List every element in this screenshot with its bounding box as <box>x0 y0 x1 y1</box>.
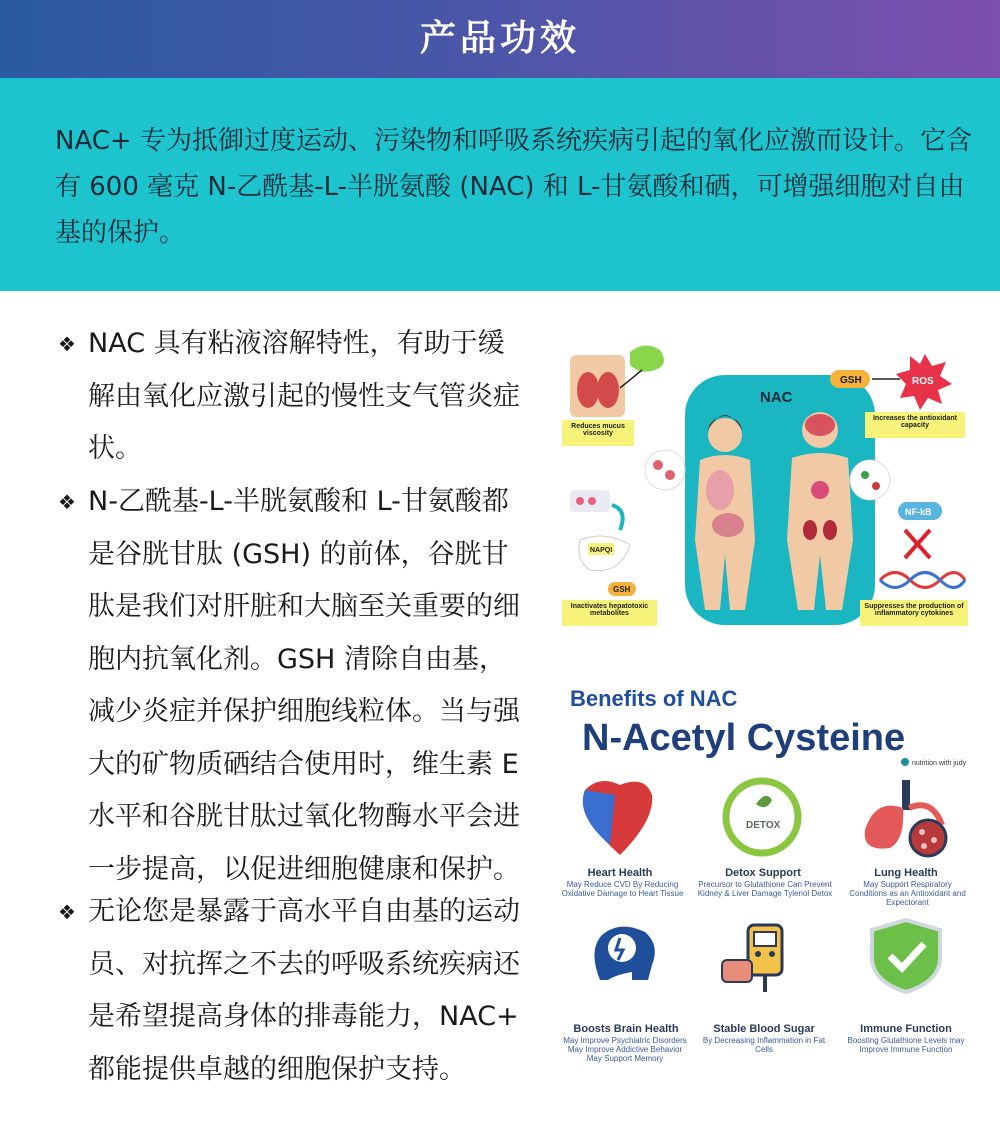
dna-icon <box>880 573 965 588</box>
heart-icon <box>583 781 652 855</box>
detox-support-desc: Precursor to Glutathione Can Prevent Kidney & Liver Damage Tylenol Detox <box>697 880 833 898</box>
inactivates-caption: Inactivates hepatotoxic metabolites <box>570 603 649 617</box>
benefits-title: N-Acetyl Cysteine <box>582 717 906 759</box>
lungs-icon <box>865 780 946 856</box>
intro-panel <box>0 78 1000 291</box>
immune-function-title: Immune Function <box>860 1023 952 1035</box>
ros-label: ROS <box>912 376 934 387</box>
detox-badge-label: DETOX <box>746 820 781 831</box>
benefits-infographic <box>560 680 970 1080</box>
detox-support-title: Detox Support <box>725 867 801 879</box>
reduces-mucus-caption: Reduces mucus viscosity <box>571 423 625 437</box>
brain-health-title: Boosts Brain Health <box>573 1023 679 1035</box>
brain-health-desc: May Improve Psychiatric Disorders May Improve Addictive Behavior May Support Memory <box>563 1036 687 1063</box>
bullet-item <box>58 476 528 896</box>
blood-sugar-title: Stable Blood Sugar <box>713 1023 815 1035</box>
heart-health-title: Heart Health <box>587 867 653 879</box>
arrow-icon <box>612 505 623 530</box>
suppresses-caption: Suppresses the production of inflammatory cytokines <box>864 603 964 617</box>
immune-function-desc: Boosting Glutathione Levels may Improve Immune Function <box>847 1036 965 1054</box>
bullet-text: N-乙酰基-L-半胱氨酸和 L-甘氨酸都是谷胱甘肽 (GSH) 的前体，谷胱甘肽是我们对肝脏和大脑至关重要的细胞内抗氧化剂。GSH 清除自由基，减少炎症并保护细胞线粒体。当与强大的矿物质硒结合使用时，维生素 E 水平和谷胱甘肽过氧化物酶水平会进一步提高，以促进细胞健康和保护。 <box>88 486 520 885</box>
lung-health-desc: May Support Respiratory Conditions as an Antioxidant and Expectorant <box>849 880 966 907</box>
increases-antioxidant-caption: Increases the antioxidant capacity <box>872 415 958 429</box>
pills-icon <box>570 490 610 512</box>
blood-sugar-desc: By Decreasing Inflammation in Fat Cells <box>702 1036 826 1054</box>
bullet-item <box>58 318 528 476</box>
nac-mechanism-diagram <box>560 340 970 630</box>
mucus-icon <box>630 345 664 371</box>
respiratory-icon <box>570 355 625 417</box>
gsh-liver-label: GSH <box>613 585 631 594</box>
brand-name: nutrition with judy <box>912 760 967 767</box>
bullet-text: 无论您是暴露于高水平自由基的运动员、对抗挥之不去的呼吸系统疾病还是希望提高身体的排毒能力，NAC+ 都能提供卓越的细胞保护支持。 <box>88 896 520 1085</box>
detox-badge-icon <box>726 781 798 853</box>
nfkb-label: NF-kB <box>905 507 932 517</box>
page-title: 产品功效 <box>419 18 580 59</box>
heart-health-desc: May Reduce CVD By Reducing Oxidative Damage to Heart Tissue <box>561 880 684 898</box>
napqi-label: NAPQI <box>590 547 613 554</box>
glucose-meter-icon <box>722 925 782 992</box>
brand-logo-icon <box>901 758 909 766</box>
shield-check-icon <box>872 920 940 992</box>
bullet-text: NAC 具有粘液溶解特性，有助于缓解由氧化应激引起的慢性支气管炎症状。 <box>88 328 520 464</box>
diamond-bullet-icon: ❖ <box>58 900 76 924</box>
blood-cells-icon <box>645 450 685 490</box>
bullet-item <box>58 886 528 1096</box>
benefits-subtitle: Benefits of NAC <box>570 686 738 711</box>
brain-head-icon <box>594 927 654 980</box>
pathogen-cells-icon <box>850 460 890 500</box>
intro-text: NAC+ 专为抵御过度运动、污染物和呼吸系统疾病引起的氧化应激而设计。它含有 600 毫克 N-乙酰基-L-半胱氨酸 (NAC) 和 L-甘氨酸和硒，可增强细胞对自由基的保护。 <box>55 126 972 248</box>
diamond-bullet-icon: ❖ <box>58 490 76 514</box>
gsh-top-label: GSH <box>840 375 862 386</box>
nac-label: NAC <box>760 389 793 406</box>
diamond-bullet-icon: ❖ <box>58 332 76 356</box>
lung-health-title: Lung Health <box>874 867 938 879</box>
header-banner <box>0 0 1000 78</box>
